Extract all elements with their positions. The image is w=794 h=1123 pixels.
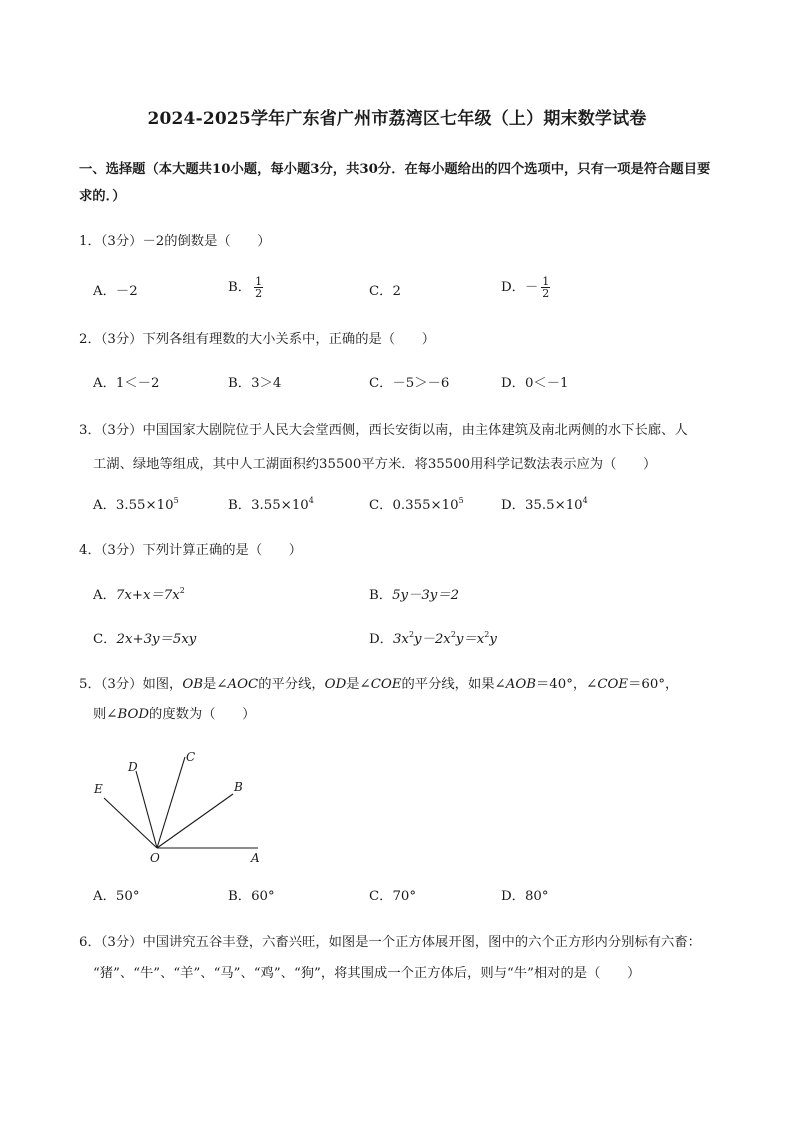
q5-option-b: B．60° — [228, 889, 275, 904]
q5-coe-2: COE — [597, 677, 629, 692]
q5-option-d: D．80° — [501, 889, 549, 904]
q5-option-c: C．70° — [369, 889, 417, 904]
q4-b-label: B． — [369, 588, 393, 603]
q1-option-d-label: D．－ — [501, 280, 539, 295]
q2-option-c: C．－5＞－6 — [369, 376, 450, 391]
question-6-stem — [79, 929, 739, 988]
q5-aob: AOB — [505, 677, 536, 692]
fraction-denominator: 2 — [542, 287, 550, 300]
q1-option-a: A．－2 — [93, 284, 138, 299]
q3-d-exponent: 4 — [582, 496, 588, 505]
q5-ob: OB — [182, 677, 204, 692]
q2-option-b: B．3＞4 — [228, 376, 282, 391]
q2-option-d: D．0＜－1 — [501, 376, 569, 391]
fraction-numerator: 1 — [255, 275, 263, 288]
q5-text: 是∠ — [203, 677, 228, 692]
q1-option-b — [228, 276, 263, 299]
q1-fraction-b — [254, 276, 263, 299]
question-3-line-2: 工湖、绿地等组成，其中人工湖面积约35500平方米．将35500用科学记数法表示应为（ ） — [93, 457, 657, 472]
question-1-stem: 1．（3分）－2的倒数是（ ） — [79, 234, 271, 249]
label-c: C — [186, 750, 196, 764]
fraction-numerator: 1 — [542, 275, 550, 288]
q5-text: 5．（3分）如图， — [79, 677, 183, 692]
q5-text: 的平分线，如果∠ — [401, 677, 506, 692]
q4-d-label: D． — [369, 632, 393, 647]
question-6-line-1: 6．（3分）中国讲究五谷丰登，六畜兴旺，如图是一个正方体展开图，图中的六个正方形内分别标有六畜： — [79, 935, 701, 950]
ray-od — [136, 771, 157, 848]
q4-a-label: A． — [93, 588, 116, 603]
q5-text: 则∠ — [93, 707, 118, 722]
q5-text: ＝40°，∠ — [536, 677, 598, 692]
q3-d-base: D．35.5×10 — [501, 498, 583, 513]
q1-option-d — [501, 276, 550, 299]
q4-c-label: C． — [93, 632, 117, 647]
q5-text: 的平分线， — [258, 677, 325, 692]
q3-option-d — [501, 496, 588, 516]
q4-b-expression: 5y－3y＝2 — [392, 588, 460, 603]
page-title: 2024-2025学年广东省广州市荔湾区七年级（上）期末数学试卷 — [147, 109, 647, 129]
q5-text: ＝60°， — [628, 677, 679, 692]
q1-fraction-d — [541, 276, 550, 299]
q4-d-expr-2: y－2x — [414, 632, 451, 647]
angle-figure — [88, 748, 268, 866]
q5-text: 的度数为（ ） — [149, 707, 256, 722]
question-4-stem: 4．（3分）下列计算正确的是（ ） — [79, 543, 303, 558]
q4-c-expression: 2x+3y＝5xy — [116, 632, 197, 647]
q3-a-exponent: 5 — [173, 496, 179, 505]
q4-d-exp-1: 2 — [408, 630, 415, 639]
question-2-stem: 2．（3分）下列各组有理数的大小关系中，正确的是（ ） — [79, 332, 435, 347]
q4-option-b — [369, 586, 459, 606]
q3-b-exponent: 4 — [308, 496, 314, 505]
ray-ob — [157, 794, 233, 848]
label-b: B — [234, 780, 243, 794]
section-heading: 一、选择题（本大题共10小题，每小题3分，共30分．在每小题给出的四个选项中，只有一项是符合题目要求的．） — [79, 162, 711, 204]
fraction-denominator: 2 — [255, 287, 263, 300]
q4-d-exp-2: 2 — [450, 630, 456, 639]
q4-a-exponent: 2 — [179, 586, 185, 595]
q4-a-expression: 7x+x＝7x — [115, 588, 180, 603]
q3-c-exponent: 5 — [458, 496, 464, 505]
q2-option-a: A．1＜－2 — [93, 376, 160, 391]
question-6-line-2: “猪”、“牛”、“羊”、“马”、“鸡”、“狗”，将其围成一个正方体后，则与“牛”相对的是（ ） — [93, 966, 641, 981]
q4-d-exp-3: 2 — [484, 630, 490, 639]
label-o: O — [150, 851, 160, 865]
q4-d-expr-4: y — [489, 632, 497, 647]
label-a: A — [251, 851, 260, 865]
q5-od: OD — [324, 677, 347, 692]
q3-option-a — [93, 496, 179, 516]
q4-option-d — [369, 630, 497, 650]
question-5-stem — [79, 671, 729, 729]
q4-option-a — [93, 586, 185, 606]
q3-b-base: B．3.55×10 — [228, 498, 309, 513]
question-5-line-2 — [79, 701, 729, 729]
q5-aoc: AOC — [227, 677, 259, 692]
q3-a-base: A．3.55×10 — [93, 498, 174, 513]
question-5-line-1 — [79, 671, 729, 699]
ray-oc — [157, 757, 185, 848]
q5-text: 是∠ — [346, 677, 371, 692]
q3-option-b — [228, 496, 314, 516]
q1-option-b-label: B． — [228, 280, 252, 295]
q5-coe: COE — [370, 677, 402, 692]
ray-oe — [104, 798, 157, 848]
label-e: E — [94, 782, 103, 796]
q4-d-expr-1: 3x — [392, 632, 409, 647]
q4-option-c — [93, 630, 196, 650]
q3-c-base: C．0.355×10 — [369, 498, 459, 513]
label-d: D — [128, 760, 138, 774]
q5-option-a: A．50° — [93, 889, 140, 904]
q5-bod: BOD — [117, 707, 150, 722]
q1-option-c: C．2 — [369, 284, 401, 299]
q4-d-expr-3: y＝x — [455, 632, 485, 647]
question-3-line-1: 3．（3分）中国国家大剧院位于人民大会堂西侧，西长安街以南，由主体建筑及南北两侧的水下长廊、人 — [79, 423, 688, 438]
question-3-stem — [79, 417, 729, 479]
q3-option-c — [369, 496, 464, 516]
